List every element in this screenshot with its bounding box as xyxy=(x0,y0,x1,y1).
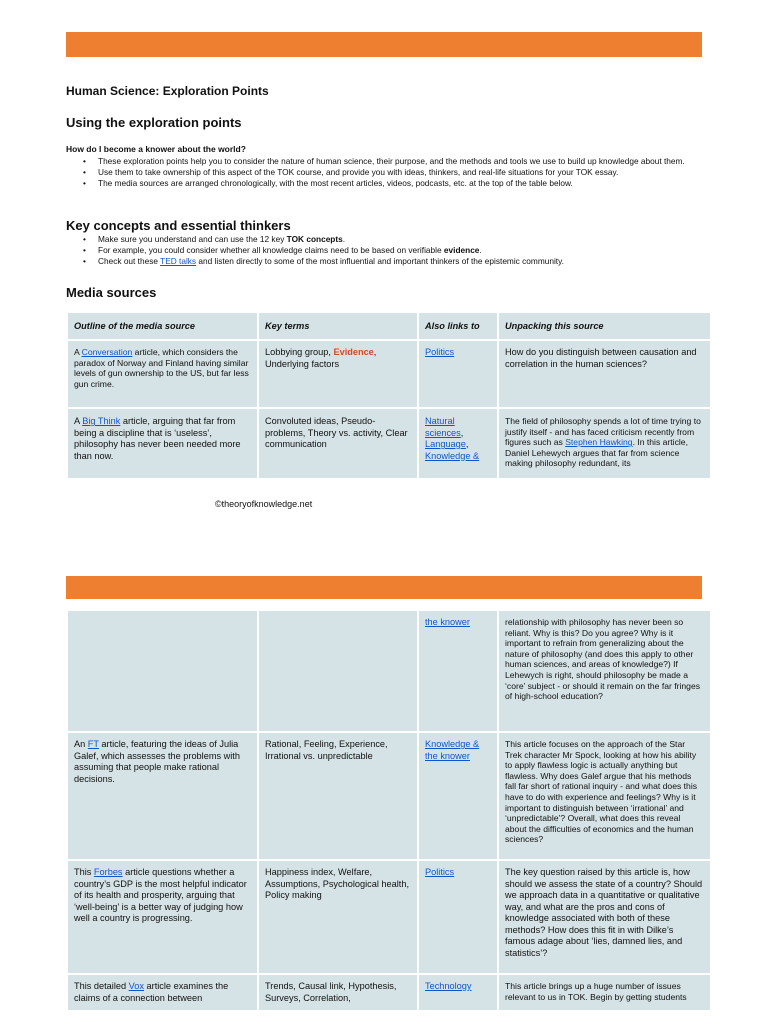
natural-sciences-link[interactable]: Natural sciences xyxy=(425,416,461,438)
table-row xyxy=(68,341,710,407)
forbes-link[interactable]: Forbes xyxy=(93,867,123,877)
unpacking-cell: The key question raised by this article is, how should we assess the state of a country? Should we approach data in a quantitative or qualitative way, and what are the pros and cons of knowledge associated with both of these methods? How does this fit in with Dilke’s famous adage about ‘lies, damned lies, and statistics’? xyxy=(499,861,710,973)
text: article, featuring the ideas of Julia Galef, which assesses the problems with assuming that people make rational decisions. xyxy=(74,739,240,784)
links-cell xyxy=(419,611,497,731)
list-item xyxy=(98,234,718,245)
key-concepts-list xyxy=(66,234,718,267)
text: , Underlying factors xyxy=(265,347,377,369)
text: This detailed xyxy=(74,981,129,991)
key-terms-cell xyxy=(259,341,417,407)
links-cell xyxy=(419,341,497,407)
technology-link[interactable]: Technology xyxy=(425,981,472,991)
text: An xyxy=(74,739,88,749)
table-row xyxy=(68,611,710,731)
document-title: Human Science: Exploration Points xyxy=(66,84,269,98)
table-row xyxy=(68,409,710,478)
unpacking-cell xyxy=(499,409,710,478)
column-header-outline: Outline of the media source xyxy=(68,313,257,339)
links-cell xyxy=(419,733,497,859)
header-band xyxy=(66,32,702,57)
outline-cell xyxy=(68,733,257,859)
ted-talks-link[interactable]: TED talks xyxy=(160,256,197,266)
text: For example, you could consider whether all knowledge claims need to be based on verifiable xyxy=(98,245,444,255)
text: A xyxy=(74,347,82,357)
text: article questions whether a country’s GDP is the most helpful indicator of its health and prosperity, arguing that ‘well-being’ is a better way of judging how well a country is progressing. xyxy=(74,867,247,923)
section-title-media-sources: Media sources xyxy=(66,285,157,300)
media-sources-table xyxy=(66,313,712,478)
knowledge-knower-link[interactable]: Knowledge & the knower xyxy=(425,739,480,761)
text: Lobbying group, xyxy=(265,347,334,357)
vox-link[interactable]: Vox xyxy=(128,981,144,991)
guiding-question: How do I become a knower about the world? xyxy=(66,144,246,154)
list-item: • Use them to take ownership of this aspect of the TOK course, and provide you with ideas, thinkers, and real-life situations for your TOK essay. xyxy=(98,167,718,178)
text: Make sure you understand and can use the 12 key xyxy=(98,234,287,244)
column-header-links: Also links to xyxy=(419,313,497,339)
text: Check out these xyxy=(98,256,161,266)
media-sources-table-continued xyxy=(66,611,712,1010)
header-band xyxy=(66,576,702,599)
column-header-unpacking: Unpacking this source xyxy=(499,313,710,339)
text: article examines the claims of a connection between xyxy=(74,981,229,1003)
stephen-hawking-link[interactable]: Stephen Hawking xyxy=(565,437,633,448)
unpacking-cell: relationship with philosophy has never been so reliant. Why is this? Do you agree? Why is it important to refrain from generalizing about the nature of philosophy (and does this apply to other human sciences, and areas of knowledge?) If Lehewych is right, should philosophy be made a ‘core’ subject - or should it remain on the far fringes of high-school education? xyxy=(499,611,710,731)
outline-cell xyxy=(68,341,257,407)
ft-link[interactable]: FT xyxy=(87,739,99,749)
key-terms-cell: Convoluted ideas, Pseudo-problems, Theory vs. activity, Clear communication xyxy=(259,409,417,478)
big-think-link[interactable]: Big Think xyxy=(82,416,121,426)
politics-link[interactable]: Politics xyxy=(425,347,455,357)
list-item xyxy=(98,245,718,256)
text: and listen directly to some of the most influential and important thinkers of the epistemic community. xyxy=(196,256,564,266)
key-terms-cell xyxy=(259,611,417,731)
text: . In this article, Daniel Lehewych argues that far from science making philosophy redundant, its xyxy=(505,437,688,469)
unpacking-cell: How do you distinguish between causation and correlation in the human sciences? xyxy=(499,341,710,407)
outline-cell xyxy=(68,861,257,973)
unpacking-cell: This article focuses on the approach of the Star Trek character Mr Spock, looking at how his ability to apply flawless logic is actually anything but flawless. Why does Galef argue that his methods fall far short of rational inquiry - and what does this have to do with experience and feelings? Why is it important to distinguish between ‘irrational’ and ‘unpredictable’? Overall, what does this reveal about the difficulties of economics and the human sciences? xyxy=(499,733,710,859)
text: The field of philosophy spends a lot of time trying to justify itself - and has faced criticism recently from figures such as xyxy=(505,416,701,448)
text: . xyxy=(342,234,346,244)
column-header-key-terms: Key terms xyxy=(259,313,417,339)
key-terms-cell: Happiness index, Welfare, Assumptions, Psychological health, Policy making xyxy=(259,861,417,973)
links-cell xyxy=(419,861,497,973)
key-terms-cell: Rational, Feeling, Experience, Irrational vs. unpredictable xyxy=(259,733,417,859)
section-title-exploration-points: Using the exploration points xyxy=(66,115,242,130)
copyright-footer: ©theoryofknowledge.net xyxy=(215,499,313,509)
table-row xyxy=(68,733,710,859)
evidence-term: Evidence xyxy=(333,347,374,357)
language-link[interactable]: Language xyxy=(425,439,466,449)
list-item: • These exploration points help you to consider the nature of human science, their purpose, and the methods and tools we use to build up knowledge about them. xyxy=(98,156,718,167)
politics-link[interactable]: Politics xyxy=(425,867,455,877)
unpacking-cell: This article brings up a huge number of issues relevant to us in TOK. Begin by getting students xyxy=(499,975,710,1010)
tok-concepts-text: TOK concepts xyxy=(286,234,343,244)
text: This xyxy=(74,867,94,877)
list-item: • The media sources are arranged chronologically, with the most recent articles, videos, podcasts, etc. at the top of the table below. xyxy=(98,178,718,189)
table-row xyxy=(68,975,710,1010)
links-cell: Natural sciences, Language, Knowledge & xyxy=(419,409,497,478)
knowledge-knower-link[interactable]: the knower xyxy=(425,617,470,627)
conversation-link[interactable]: Conversation xyxy=(81,347,133,357)
key-terms-cell: Trends, Causal link, Hypothesis, Surveys, Correlation, xyxy=(259,975,417,1010)
outline-cell xyxy=(68,975,257,1010)
evidence-text: evidence xyxy=(443,245,480,255)
knowledge-knower-link[interactable]: Knowledge & xyxy=(425,450,480,461)
section-title-key-concepts: Key concepts and essential thinkers xyxy=(66,218,291,233)
outline-cell xyxy=(68,409,257,478)
table-header-row xyxy=(68,313,710,339)
text: A xyxy=(74,416,83,426)
text: . xyxy=(479,245,482,255)
text: article, which considers the paradox of Norway and Finland having similar levels of gun ownership to the US, but far less gun crime. xyxy=(74,347,249,389)
table-row xyxy=(68,861,710,973)
list-item xyxy=(98,256,718,267)
outline-cell xyxy=(68,611,257,731)
exploration-points-list xyxy=(66,156,718,189)
text: article, arguing that far from being a discipline that is ‘useless’, philosophy has never been needed more than now. xyxy=(74,416,241,461)
links-cell xyxy=(419,975,497,1010)
